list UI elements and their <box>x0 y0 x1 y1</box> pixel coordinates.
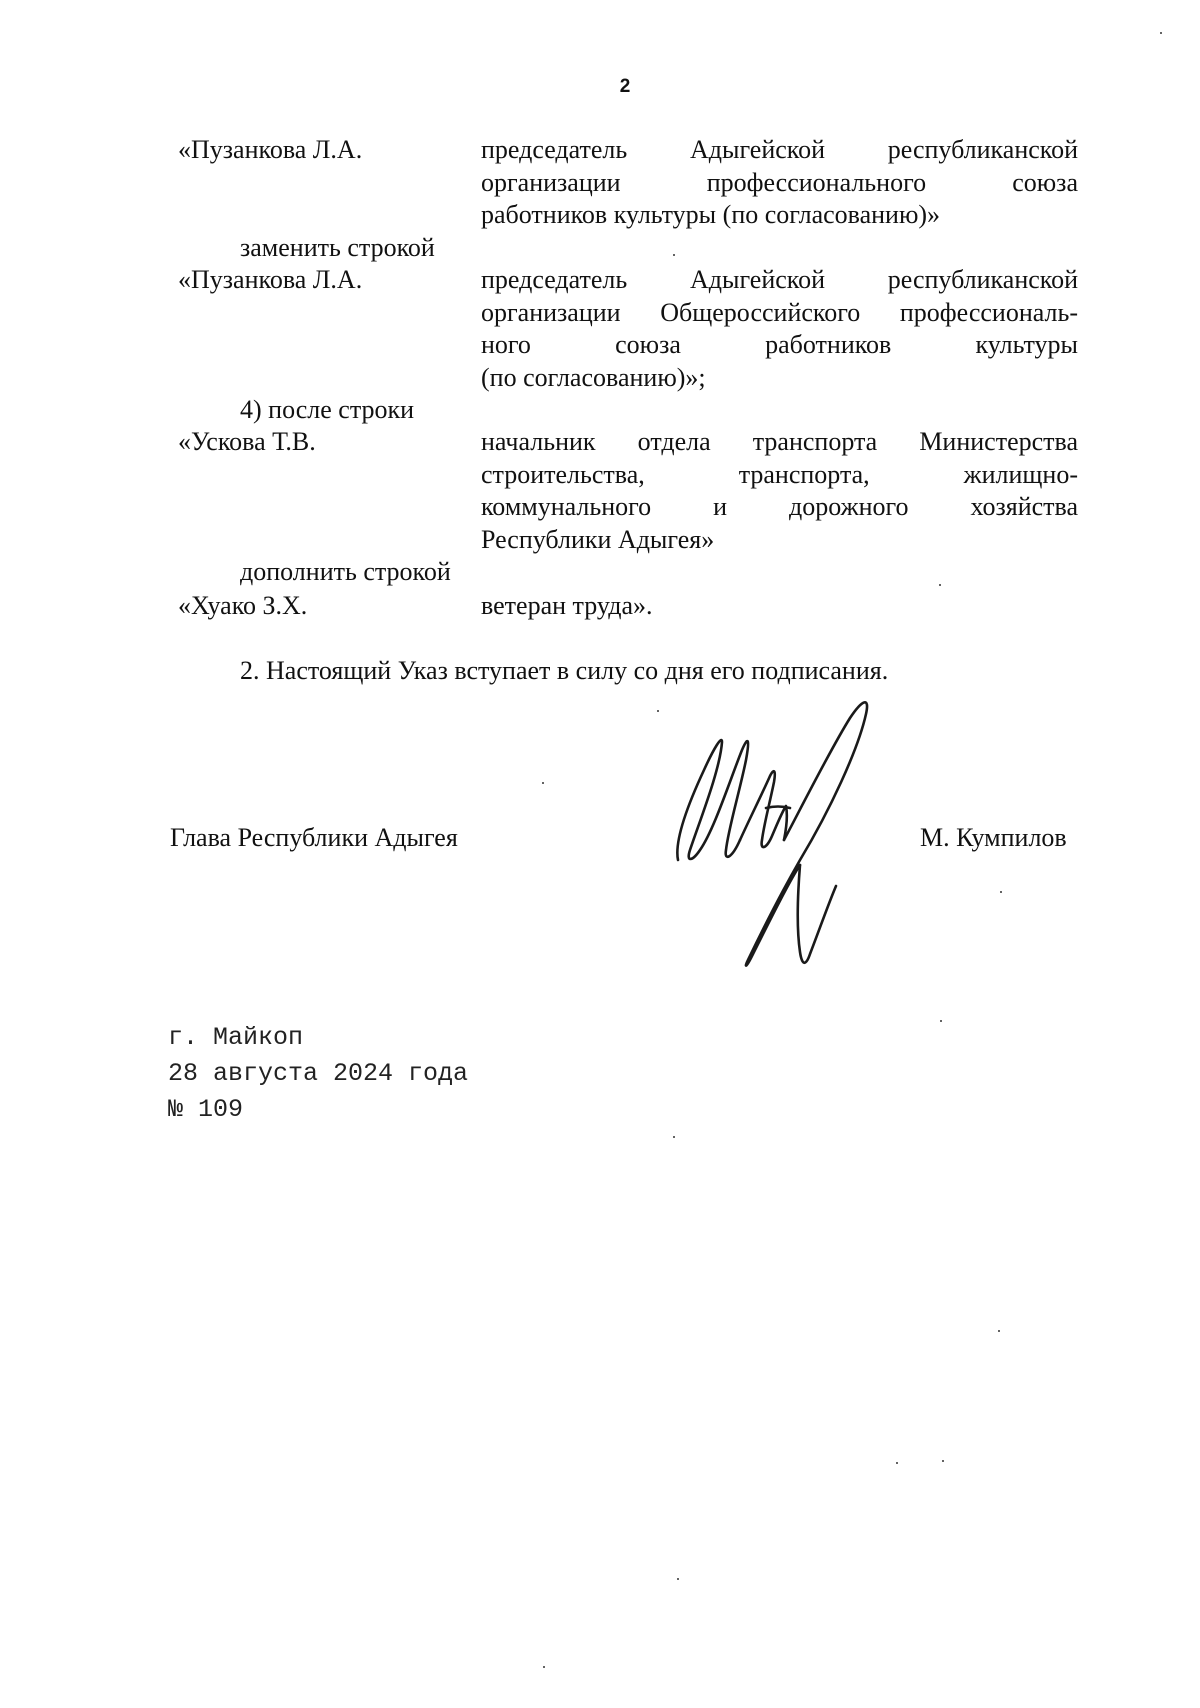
description-line: председатель Адыгейской республиканской <box>481 135 1078 164</box>
description-line: строительства, транспорта, жилищно- <box>481 459 1078 489</box>
footer-number: № 109 <box>168 1095 244 1124</box>
scan-speck <box>657 710 659 712</box>
handwritten-signature <box>670 690 900 990</box>
description-line: председатель Адыгейской республиканской <box>481 265 1078 294</box>
scan-speck <box>1000 891 1002 893</box>
entry-name: «Ускова Т.В. <box>178 427 316 456</box>
scan-speck <box>896 1462 898 1464</box>
description-line: ного союза работников культуры <box>481 330 1078 359</box>
description-line: организации Общероссийского профессиональ- <box>481 297 1078 327</box>
entry-description <box>481 134 1078 232</box>
scan-speck <box>673 254 675 256</box>
description-line: начальник отдела транспорта Министерства <box>481 427 1078 456</box>
replace-label: заменить строкой <box>240 233 435 262</box>
entry-description <box>481 426 1078 556</box>
page-number: 2 <box>619 76 631 97</box>
entry-name: «Пузанкова Л.А. <box>178 265 363 294</box>
scan-speck <box>1160 32 1162 34</box>
description-line: организации профессионального союза <box>481 167 1078 197</box>
description-line: коммунального и дорожного хозяйства <box>481 492 1078 521</box>
description-line: ветеран труда». <box>481 591 653 620</box>
scan-speck <box>998 1330 1000 1332</box>
footer-date: 28 августа 2024 года <box>168 1059 469 1088</box>
entry-name: «Пузанкова Л.А. <box>178 135 363 164</box>
description-line: (по согласованию)»; <box>481 362 706 392</box>
footer-city: г. Майкоп <box>168 1023 304 1052</box>
scan-speck <box>543 1666 545 1668</box>
description-line: Республики Адыгея» <box>481 524 715 554</box>
scan-speck <box>542 782 544 784</box>
after-line-label: 4) после строки <box>240 395 415 424</box>
entry-name: «Хуако З.Х. <box>178 591 308 620</box>
signatory-name: М. Кумпилов <box>920 823 1067 852</box>
entry-description <box>481 590 1078 623</box>
signatory-title: Глава Республики Адыгея <box>170 823 458 852</box>
scan-speck <box>677 1578 679 1580</box>
scan-speck <box>940 1020 942 1022</box>
scan-speck <box>673 1136 675 1138</box>
entry-description <box>481 264 1078 394</box>
scan-speck <box>942 1460 944 1462</box>
paragraph-2: 2. Настоящий Указ вступает в силу со дня его подписания. <box>240 656 889 685</box>
scan-speck <box>939 584 941 586</box>
supplement-label: дополнить строкой <box>240 557 451 586</box>
description-line: работников культуры (по согласованию)» <box>481 200 941 229</box>
